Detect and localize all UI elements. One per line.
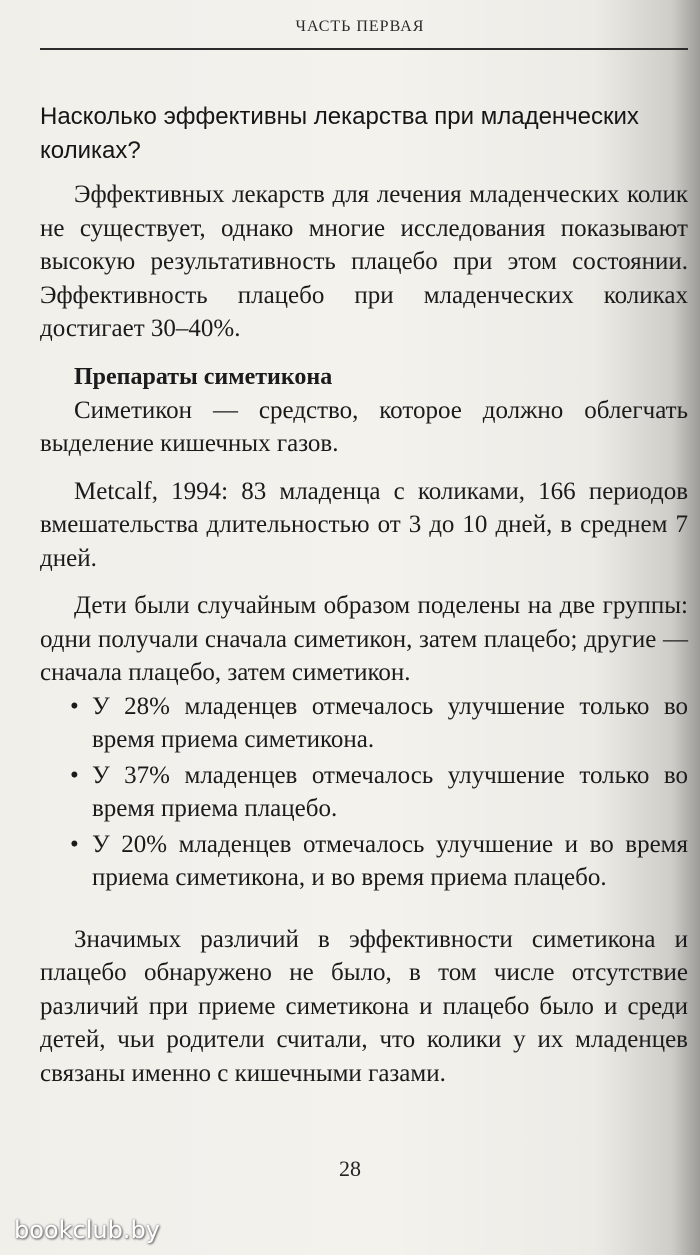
results-list <box>40 690 688 895</box>
definition-paragraph: Симетикон — средство, которое должно облегчать выделение кишечных газов. <box>40 396 688 457</box>
list-item <box>40 690 688 757</box>
list-item <box>40 759 688 826</box>
list-item-text: У 20% младенцев отмечалось улучшение и во время приема симетикона, и во время приема плацебо. <box>92 830 688 891</box>
subheading: Препараты симетикона <box>74 363 333 390</box>
running-title: ЧАСТЬ ПЕРВАЯ <box>295 18 425 35</box>
page-content <box>40 100 688 1090</box>
section-question: Насколько эффективны лекарства при младенческих коликах? <box>40 103 639 164</box>
list-item <box>40 828 688 895</box>
intro-paragraph: Эффективных лекарств для лечения младенческих колик не существует, однако многие исследования показывают высокую результативность плацебо при этом состоянии. Эффективность плацебо при младенческих коликах достигает 30–40%. <box>40 181 688 342</box>
list-item-text: У 37% младенцев отмечалось улучшение только во время приема плацебо. <box>92 761 688 822</box>
bullet-icon: • <box>70 692 79 720</box>
bullet-icon: • <box>70 830 79 858</box>
study-paragraph: Metcalf, 1994: 83 младенца с коликами, 166 периодов вмешательства длительностью от 3 до 10 дней, в среднем 7 дней. <box>40 477 688 572</box>
header-rule <box>40 48 688 50</box>
watermark: bookclub.by <box>14 1216 160 1244</box>
conclusion-paragraph: Значимых различий в эффективности симетикона и плацебо обнаружено не было, в том числе отсутствие различий при приеме симетикона и плацебо было и среди детей, чьи родители считали, что колики у их младенцев связаны именно с кишечными газами. <box>40 925 688 1087</box>
design-paragraph: Дети были случайным образом поделены на две группы: одни получали сначала симетикон, затем плацебо; другие — сначала плацебо, затем симетикон. <box>40 592 688 686</box>
page-number: 28 <box>339 1156 361 1181</box>
list-item-text: У 28% младенцев отмечалось улучшение только во время приема симетикона. <box>92 692 688 753</box>
bullet-icon: • <box>70 761 79 789</box>
